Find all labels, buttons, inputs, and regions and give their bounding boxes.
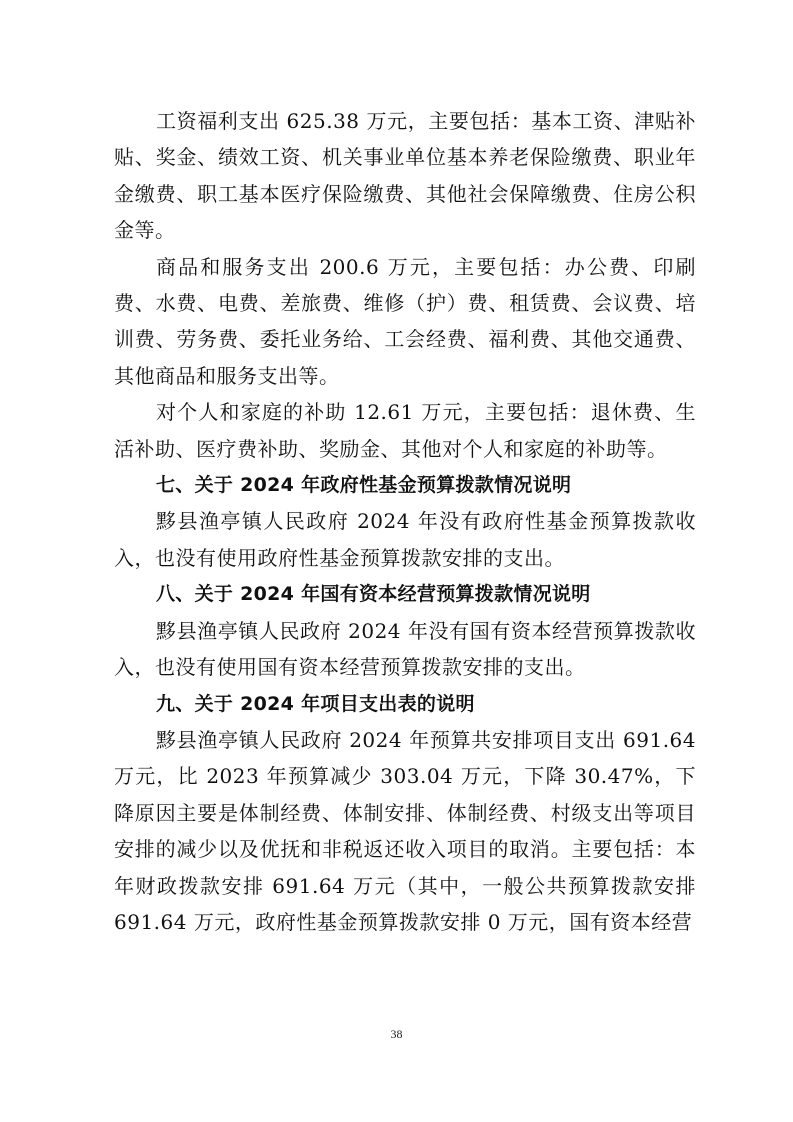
paragraph-state-capital: 黟县渔亭镇人民政府 2024 年没有国有资本经营预算拨款收入，也没有使用国有资本经营预算拨款安排的支出。 [114,618,696,680]
section-heading-7: 七、关于 2024 年政府性基金预算拨款情况说明 [156,474,572,497]
document-body [114,103,696,940]
page-number: 38 [390,1027,403,1041]
paragraph-household-subsidy: 对个人和家庭的补助 12.61 万元，主要包括：退休费、生活补助、医疗费补助、奖励金、其他对个人和家庭的补助等。 [114,400,696,461]
paragraph-government-fund: 黟县渔亭镇人民政府 2024 年没有政府性基金预算拨款收入，也没有使用政府性基金预算拨款安排的支出。 [114,509,696,570]
section-heading-8: 八、关于 2024 年国有资本经营预算拨款情况说明 [156,583,591,606]
paragraph-project-expenditure: 黟县渔亭镇人民政府 2024 年预算共安排项目支出 691.64 万元，比 2023 年预算减少 303.04 万元，下降 30.47%，下降原因主要是体制经费、体制安排、体制经费、村级支出等项目安排的减少以及优抚和非税返还收入项目的取消。主要包括：本年财政拨款安排 691.64 万元（其中，一般公共预算拨款安排 691.64 万元，政府性基金预算拨款安排 0 万元，国有资本经营 [114,727,696,934]
paragraph-goods-services: 商品和服务支出 200.6 万元，主要包括：办公费、印刷费、水费、电费、差旅费、维修（护）费、租赁费、会议费、培训费、劳务费、委托业务给、工会经费、福利费、其他交通费、其他商品和服务支出等。 [114,254,696,388]
section-heading-9: 九、关于 2024 年项目支出表的说明 [156,692,475,715]
paragraph-salary-welfare: 工资福利支出 625.38 万元，主要包括：基本工资、津贴补贴、奖金、绩效工资、机关事业单位基本养老保险缴费、职业年金缴费、职工基本医疗保险缴费、其他社会保障缴费、住房公积金等。 [114,109,696,243]
